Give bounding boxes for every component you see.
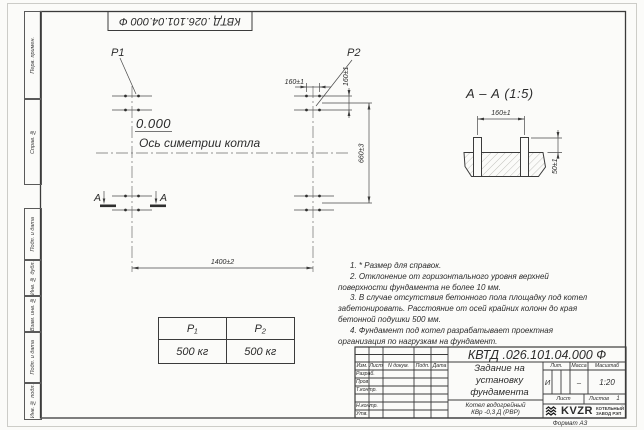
dim-660: 660±3 — [358, 143, 366, 163]
section-view — [464, 86, 562, 177]
logo-cell — [543, 404, 626, 418]
margin-field-perv-primen: Перв. примен. — [24, 11, 42, 100]
dim-160-horizontal: 160±1 — [284, 79, 304, 86]
sheet-label: Лист — [556, 396, 571, 402]
kvzr-coil-icon — [545, 406, 558, 417]
dim-section-160: 160±1 — [491, 110, 511, 117]
p1-label: P1 — [111, 47, 125, 59]
scale-value: 1:20 — [599, 377, 615, 387]
margin-field-vzam-inv: Взам. инв. № — [24, 295, 42, 333]
title-block-product: Котел водогрейный КВр -0,3 Д (РВР) — [465, 401, 526, 416]
row-tkontr: Т.контр. — [356, 387, 377, 393]
col-list: Лист — [369, 363, 383, 369]
dim-1400: 1400±2 — [210, 259, 235, 266]
note-3: 3. В случае отсутствия бетонного пола площадку под котел забетонировать. Расстояние от осей крайних колонн до края бетонной подушки 500 мм. — [338, 293, 588, 324]
load-table — [158, 317, 295, 364]
col-ndoc: N докум. — [388, 363, 409, 369]
dim-section-50: 50±1 — [552, 158, 559, 174]
title-block-doc-number: КВТД .026.101.04.000 Ф — [467, 347, 607, 362]
lit-value: И — [544, 377, 551, 387]
mass-label: Масса — [571, 363, 587, 369]
axis-of-symmetry-label: Ось симетрии котла — [139, 136, 261, 150]
logo-sub-line2: ЗАВОД РЭП — [595, 411, 622, 416]
p1-leader — [120, 58, 136, 94]
notes-block — [338, 261, 590, 347]
logo-sub-line1: КОТЕЛЬНЫЙ — [595, 406, 624, 411]
title-block-title: Задание на установку фундамента — [470, 363, 529, 398]
sheets-label: Листов — [588, 396, 610, 402]
corner-stamp — [108, 11, 252, 30]
scale-label: Масштаб — [594, 363, 620, 369]
load-table-header-p2: P₂ — [227, 318, 295, 340]
anchor-stud-right — [521, 138, 529, 177]
section-letter-right: А — [160, 192, 168, 204]
load-table-value-p1: 500 кг — [159, 340, 227, 363]
col-podp: Подп. — [415, 363, 430, 369]
margin-field-sprav-no: Справ. № — [24, 98, 42, 185]
kvzr-logo-text: KVZR — [561, 405, 593, 417]
dim-160-vertical: 160±1 — [343, 66, 350, 86]
margin-field-podp-data-2: Подп. и дата — [24, 331, 42, 384]
load-table-header-p1: P₁ — [159, 318, 227, 340]
corner-doc-number: КВТД .026.101.04.000 Ф — [119, 14, 241, 27]
margin-field-inv-dubl: Инв. № дубл. — [24, 259, 42, 297]
lit-label: Лит. — [550, 363, 563, 369]
row-prov: Пров. — [356, 379, 370, 385]
col-izm: Изм. — [356, 363, 368, 369]
section-letter-left: А — [94, 192, 102, 204]
row-utv: Утв. — [356, 411, 368, 417]
p2-label: P2 — [347, 47, 361, 59]
row-nkontr: Н.контр. — [356, 403, 378, 409]
note-2: 2. Отклонение от горизонтального уровня верхней поверхности фундамента не более 10 мм. — [338, 271, 549, 292]
note-1: 1. * Размер для справок. — [350, 261, 442, 270]
section-cut-marks — [93, 191, 167, 207]
col-data: Дата — [432, 363, 447, 369]
format-label: Формат А3 — [552, 420, 588, 427]
sheets-value: 1 — [616, 396, 620, 402]
load-table-value-p2: 500 кг — [244, 345, 277, 358]
row-razrab: Разраб. — [356, 371, 375, 377]
margin-field-inv-podl: Инв. № подл. — [24, 382, 42, 420]
elevation-label: 0.000 — [136, 116, 172, 131]
anchor-stud-left — [474, 138, 482, 177]
mass-value: – — [576, 377, 582, 387]
note-4: 4. Фундамент под котел разрабатывает проектная организация по нагрузкам на фундамент. — [338, 325, 553, 346]
section-title: А – А (1:5) — [466, 86, 534, 101]
margin-field-podp-data-1: Подп. и дата — [24, 208, 42, 261]
plan-view — [93, 47, 372, 272]
